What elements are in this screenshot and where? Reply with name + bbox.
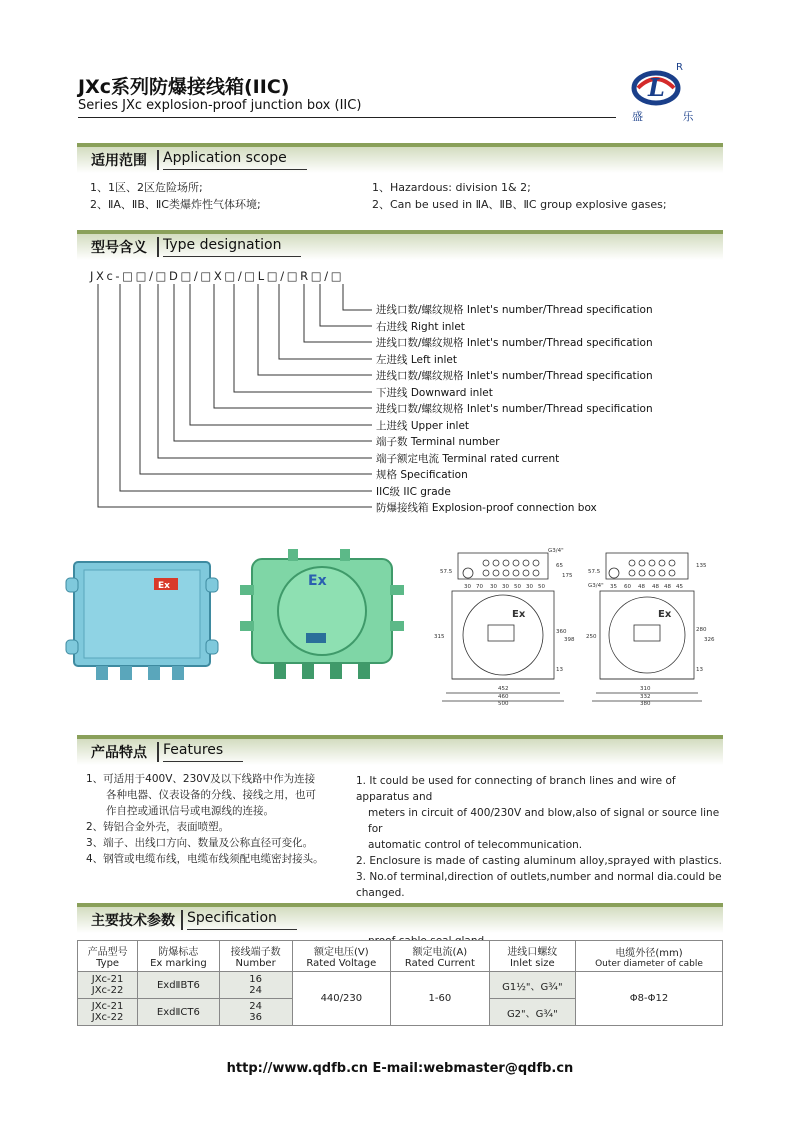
- feature-cn-line: 4、钢管或电缆布线，电缆布线须配电缆密封接头。: [86, 853, 324, 865]
- mark-cell: ExdⅡBT6: [138, 972, 219, 999]
- drawing-ex-label: Ex: [512, 609, 526, 620]
- header-cell: 额定电压(V) Rated Voltage: [292, 941, 391, 972]
- dim-label: 310: [640, 686, 651, 692]
- header-cell: 进线口螺纹 Inlet size: [489, 941, 575, 972]
- dim-label: 57.5: [588, 569, 601, 575]
- photo-ex-label: Ex: [158, 581, 170, 591]
- dim-label: 45: [676, 584, 683, 590]
- dim-label: 326: [704, 637, 715, 643]
- inlet-cell: G1½"、G¾": [489, 972, 575, 999]
- feature-cn-line: 3、端子、出线口方向、数量及公称直径可变化。: [86, 837, 314, 849]
- dim-label: 175: [562, 573, 573, 579]
- thread-label: G3/4": [548, 548, 564, 554]
- title-rule: [78, 117, 616, 118]
- dim-label: 452: [498, 686, 509, 692]
- section-cn: 主要技术参数: [91, 913, 175, 929]
- section-cn: 适用范围: [91, 153, 147, 169]
- designation-item: 上进线 Upper inlet: [376, 419, 470, 432]
- designation-item: 进线口数/螺纹规格 Inlet's number/Thread specification: [376, 403, 653, 415]
- drawing-small-box: [586, 543, 718, 705]
- drawing-ex-label: Ex: [658, 609, 672, 620]
- application-cn-2: 2、ⅡA、ⅡB、ⅡC类爆炸性气体环境;: [90, 198, 261, 211]
- dim-label: 250: [586, 634, 597, 640]
- feature-cn-line: 1、可适用于400V、230V及以下线路中作为连接: [86, 773, 316, 785]
- footer-contact: http://www.qdfb.cn E-mail:webmaster@qdfb.cn: [226, 1061, 574, 1076]
- feature-cn-line: 2、铸铝合金外壳，表面喷塑。: [86, 821, 230, 833]
- dim-label: 30: [464, 584, 471, 590]
- feature-cn-line: 各种电器、仪表设备的分线、接线之用，也可: [106, 789, 316, 801]
- dim-label: 70: [476, 584, 483, 590]
- dim-label: 398: [564, 637, 575, 643]
- cable-cell: Φ8-Φ12: [575, 972, 722, 1026]
- dim-label: 13: [696, 667, 703, 673]
- designation-item: 进线口数/螺纹规格 Inlet's number/Thread specification: [376, 337, 653, 349]
- logo-letter: L: [648, 73, 665, 102]
- designation-list: [376, 302, 653, 517]
- feature-en-line: 3. No.of terminal,direction of outlets,number and normal dia.could be changed.: [356, 871, 722, 899]
- dim-label: 48: [664, 584, 671, 590]
- dim-label: 332: [640, 694, 651, 700]
- photo-green-box: [228, 545, 418, 690]
- dim-label: 380: [640, 701, 651, 705]
- dim-label: 360: [556, 629, 567, 635]
- feature-en-line: 1. It could be used for connecting of branch lines and wire of apparatus and: [356, 775, 676, 803]
- logo-caption: 盛 乐: [632, 110, 712, 123]
- dim-label: 60: [624, 584, 631, 590]
- photo-blue-box: [62, 548, 222, 688]
- designation-code: JXc-□□/□D□/□X□/□L□/□R□/□: [90, 269, 345, 283]
- dim-label: 57.5: [440, 569, 453, 575]
- inlet-cell: G2"、G¾": [489, 999, 575, 1026]
- section-application-header: [77, 143, 723, 173]
- dim-label: 65: [556, 563, 563, 569]
- dim-label: 48: [638, 584, 645, 590]
- header-cell: 电缆外径(mm) Outer diameter of cable: [575, 941, 722, 972]
- spec-table: [77, 940, 723, 1026]
- application-en-1: 1、Hazardous: division 1& 2;: [372, 181, 531, 194]
- num-cell: 16 24: [219, 972, 292, 999]
- dim-label: 30: [502, 584, 509, 590]
- section-features-header: [77, 735, 723, 765]
- drawing-large-box: [432, 543, 580, 705]
- designation-item: 规格 Specification: [376, 469, 468, 481]
- section-en: Application scope: [163, 150, 307, 170]
- num-cell: 24 36: [219, 999, 292, 1026]
- section-cn: 产品特点: [91, 745, 147, 761]
- section-en: Features: [163, 742, 243, 762]
- dim-label: 48: [652, 584, 659, 590]
- mark-cell: ExdⅡCT6: [138, 999, 219, 1026]
- designation-item: 左进线 Left inlet: [376, 353, 458, 366]
- application-en-list: [372, 179, 667, 213]
- application-en-2: 2、Can be used in ⅡA、ⅡB、ⅡC group explosive gases;: [372, 198, 667, 211]
- dim-label: 13: [556, 667, 563, 673]
- feature-en-line: 2. Enclosure is made of casting aluminum alloy,sprayed with plastics.: [356, 855, 722, 867]
- features-cn-list: [86, 771, 336, 867]
- section-cn: 型号含义: [91, 240, 147, 256]
- dim-label: 30: [526, 584, 533, 590]
- page-title: JXc系列防爆接线箱(IIC): [78, 76, 290, 98]
- dim-label: 35: [610, 584, 617, 590]
- designation-item: 防爆接线箱 Explosion-proof connection box: [376, 502, 597, 514]
- designation-item: 进线口数/螺纹规格 Inlet's number/Thread specification: [376, 370, 653, 382]
- designation-item: 端子数 Terminal number: [376, 436, 500, 448]
- feature-en-line: automatic control of telecommunication.: [368, 839, 583, 851]
- header-cell: 额定电流(A) Rated Current: [391, 941, 490, 972]
- current-cell: 1-60: [391, 972, 490, 1026]
- thread-label: G3/4": [588, 583, 604, 589]
- dim-label: 500: [498, 701, 509, 705]
- registered-mark: R: [676, 62, 683, 73]
- photo-ex-label: Ex: [308, 573, 327, 589]
- dim-label: 135: [696, 563, 707, 569]
- dim-label: 315: [434, 634, 445, 640]
- header-cell: 防爆标志 Ex marking: [138, 941, 219, 972]
- designation-item: 右进线 Right inlet: [376, 320, 465, 333]
- table-row: [78, 972, 723, 999]
- designation-leader-lines: [90, 282, 380, 514]
- page-subtitle: Series JXc explosion-proof junction box (IIC): [78, 98, 362, 113]
- feature-en-line: meters in circuit of 400/230V and blow,also of signal or source line for: [368, 807, 720, 835]
- section-en: Type designation: [163, 237, 301, 257]
- section-specification-header: [77, 903, 723, 933]
- application-cn-list: [90, 179, 261, 213]
- dim-label: 460: [498, 694, 509, 700]
- type-cell: JXc-21 JXc-22: [78, 999, 138, 1026]
- feature-en-line: proof cable seal gland.: [368, 935, 488, 947]
- type-cell: JXc-21 JXc-22: [78, 972, 138, 999]
- section-en: Specification: [187, 910, 297, 930]
- dim-label: 280: [696, 627, 707, 633]
- designation-item: 下进线 Downward inlet: [376, 386, 493, 399]
- header-cell: 接线端子数 Number: [219, 941, 292, 972]
- designation-item: 进线口数/螺纹规格 Inlet's number/Thread specification: [376, 304, 653, 316]
- feature-cn-line: 作自控或通讯信号或电源线的连接。: [106, 805, 274, 817]
- dim-label: 50: [514, 584, 521, 590]
- application-cn-1: 1、1区、2区危险场所;: [90, 181, 203, 194]
- spec-header-row: [78, 941, 723, 972]
- voltage-cell: 440/230: [292, 972, 391, 1026]
- section-designation-header: [77, 230, 723, 260]
- designation-item: 端子额定电流 Terminal rated current: [376, 452, 560, 465]
- designation-item: IIC级 IIC grade: [376, 485, 451, 498]
- dim-label: 50: [538, 584, 545, 590]
- header-cell: 产品型号 Type: [78, 941, 138, 972]
- dim-label: 30: [490, 584, 497, 590]
